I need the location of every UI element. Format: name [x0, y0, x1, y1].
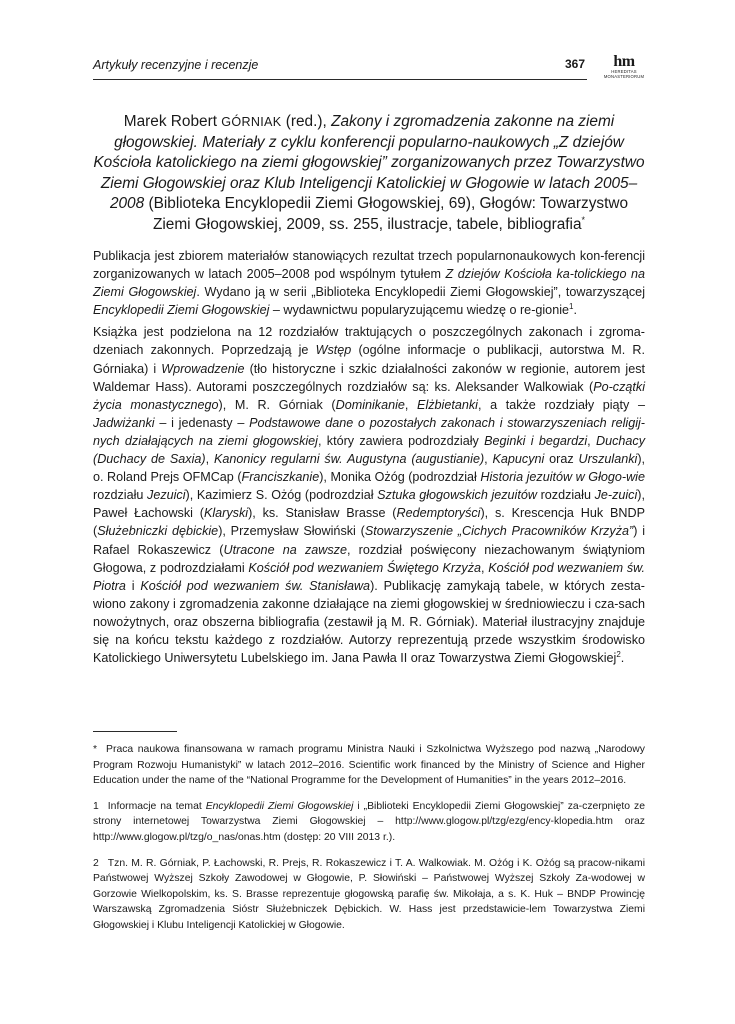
- text-run: – i jedenasty –: [154, 415, 250, 430]
- footnote-italic: Encyklopedii Ziemi Głogowskiej: [205, 800, 354, 812]
- text-run: – wydawnictwu popularyzującemu wiedzę o re-gionie: [269, 303, 569, 318]
- text-run: , który zawiera podrozdziały: [317, 433, 485, 448]
- italic-run: Elżbietanki: [417, 397, 478, 412]
- italic-run: Urszulanki: [578, 452, 638, 467]
- text-run: (ogólne informacje o publikacji, autorstwa M. R. Górniaka) i: [93, 343, 645, 376]
- text-run: ), ks. Stanisław Brasse (: [248, 506, 397, 521]
- logo-subtitle-2: MONASTERIORUM: [603, 73, 645, 79]
- italic-run: Utracone na zawsze: [223, 542, 347, 557]
- review-body: [93, 247, 645, 667]
- text-run: . Wydano ją w serii „Biblioteka Encyklopedii Ziemi Głogowskiej”, towarzyszącej: [196, 285, 645, 300]
- section-title: Artykuły recenzyjne i recenzje: [93, 58, 259, 72]
- text-run: Książka jest podzielona na 12 rozdziałów traktujących o poszczególnych zakonach i zgroma-dzeniach zakonnych. Poprzedzają je: [93, 325, 645, 358]
- text-run: ), Monika Ożóg (podrozdział: [319, 470, 481, 485]
- text-run: ) i Rafael Rokaszewicz (: [93, 524, 645, 557]
- text-run: (tło historyczne i szkic działalności zakonów w regionie, autorem jest Waldemar Hass). Autorami poszczególnych rozdziałów są: ks. Aleksander Walkowiak (: [93, 361, 645, 394]
- italic-run: Jezuici: [147, 488, 186, 503]
- italic-run: Sztuka głogowskich jezuitów: [377, 488, 537, 503]
- footnote-rule: [93, 731, 177, 732]
- footnote-text: Tzn. M. R. Górniak, P. Łachowski, R. Prejs, R. Rokaszewicz i T. A. Walkowiak. M. Ożóg i K. Ożóg są pracow-nikami Państwowej Wyższej Szkoły Zawodowej w Głogowie, P. Słowiński – Państwowej Wyższej Szkoły Za-wodowej w Gorzowie Wielkopolskim, ks. S. Brasse reprezentuje głogowską parafię św. Mikołaja, a s. K. Huk – BNDP Prowincję Warszawską Zgromadzenia Sióstr Służebniczek Dębickich. W. Hass jest przedstawicie-lem Towarzystwa Ziemi Głogowskiej i Klubu Inteligencji Katolickiej w Głogowie.: [93, 857, 645, 931]
- footnote-text: Praca naukowa finansowana w ramach programu Ministra Nauki i Szkolnictwa Wyższego pod nazwą „Narodowy Program Rozwoju Humanistyki” w latach 2012–2016. Scientific work financed by the Ministry of Science and Higher Education under the name of the “National Programme for the Development of Humanities” in the years 2012–2016.: [93, 744, 645, 787]
- italic-run: Kościół pod wezwaniem św. Piotra: [93, 560, 646, 593]
- footnote-2: [93, 856, 645, 934]
- text-run: .: [620, 651, 625, 666]
- text-run: Publikacja jest zbiorem materiałów stanowiących rezultat trzech popularnonaukowych kon-ferencji zorganizowanych w latach 2005–2008 pod wspólnym tytułem: [93, 249, 645, 282]
- text-run: rozdziału: [93, 488, 148, 503]
- review-citation: [93, 112, 645, 236]
- footnote-text: Informacje na temat: [107, 800, 206, 812]
- text-run: ), M. R. Górniak (: [218, 397, 336, 412]
- text-run: ,: [484, 452, 493, 467]
- footnotes: [93, 742, 645, 934]
- text-run: .: [573, 303, 577, 318]
- text-run: , rozdział poświęcony niezachowanym świątyniom Głogowa, z podrozdziałami: [93, 542, 645, 575]
- italic-run: Wprowadzenie: [161, 361, 245, 376]
- footnote-ref-2[interactable]: 2: [616, 649, 621, 659]
- footnote-text: i „Biblioteki Encyklopedii Ziemi Głogowskiej” za-czerpnięto ze strony internetowej Towarzystwa Ziemi Głogowskiej – http://www.glogow.pl/tzg/ezg/ency-klopedia.htm oraz http://www.glogow.pl/tzg/o_nas/onas.htm (dostęp: 20 VIII 2013 r.).: [93, 800, 646, 843]
- text-run: ), s. Krescencja Huk BNDP (: [93, 506, 645, 539]
- italic-run: Dominikanie: [335, 397, 405, 412]
- citation-note-mark: *: [581, 214, 586, 225]
- text-run: ,: [404, 397, 418, 412]
- italic-run: Klaryski: [203, 506, 249, 521]
- italic-run: Beginki i begardzi: [484, 433, 588, 448]
- paragraph-2: [93, 323, 645, 667]
- text-run: ), Przemysław Słowiński (: [218, 524, 365, 539]
- italic-run: Historia jezuitów w Głogo-wie: [480, 470, 645, 485]
- journal-logo: [603, 54, 645, 82]
- italic-run: Redemptoryści: [396, 506, 481, 521]
- italic-run: Wstęp: [315, 343, 352, 358]
- text-run: ), Paweł Łachowski (: [93, 488, 645, 521]
- italic-run: Z dziejów Kościoła ka-tolickiego na Ziemi Głogowskiej: [93, 267, 645, 300]
- footnote-mark: 2: [93, 857, 99, 869]
- footnote-ref-1[interactable]: 1: [569, 302, 574, 312]
- text-run: ). Publikację zamykają tabele, w których zesta-wiono zakony i zgromadzenia zakonne działające na ziemi głogowskiej w średniowieczu i cza-sach nowożytnych, oraz obszerna bibliografia (zestawił ją M. R. Górniak). Materiał ilustracyjny znajduje się na końcu tekstu każdego z rozdziałów. Autorzy reprezentują przede wszystkim środowisko Katolickiego Uniwersytetu Lubelskiego im. Jana Pawła II oraz Towarzystwa Ziemi Głogowskiej: [93, 578, 645, 666]
- italic-run: Kanonicy regularni św. Augustyna (augustianie): [213, 452, 485, 467]
- text-run: oraz: [544, 452, 579, 467]
- italic-run: Po-czątki życia monastycznego: [93, 379, 645, 412]
- italic-run: Kościół pod wezwaniem Świętego Krzyża: [248, 560, 481, 575]
- logo-mark: hm: [613, 53, 635, 70]
- header-rule: [93, 79, 587, 80]
- text-run: i: [125, 578, 141, 593]
- italic-run: Duchacy (Duchacy de Saxia): [93, 433, 645, 467]
- citation-author: Marek Robert: [123, 113, 217, 130]
- footnote-star: [93, 742, 645, 789]
- italic-run: Encyklopedii Ziemi Głogowskiej: [93, 303, 270, 318]
- text-run: ,: [481, 560, 489, 575]
- citation-title: Zakony i zgromadzenia zakonne na ziemi głogowskiej. Materiały z cyklu konferencji popularno-naukowych „Z dziejów Kościoła katolickiego na ziemi głogowskiej” zorganizowanych przez Towarzystwo Ziemi Głogowskiej oraz Klub Inteligencji Katolickiej w Głogowie w latach 2005–2008: [93, 113, 645, 213]
- text-run: ,: [587, 433, 596, 448]
- paragraph-1: [93, 247, 645, 319]
- italic-run: Kościół pod wezwaniem św. Stanisława: [140, 578, 371, 593]
- italic-run: Podstawowe dane o pozostałych zakonach i stowarzyszeniach religij-nych działających na ziemi głogowskiej: [93, 415, 645, 448]
- text-run: ), Kazimierz S. Ożóg (podrozdział: [185, 488, 378, 503]
- footnote-mark: *: [93, 744, 98, 755]
- italic-run: Służebniczki dębickie: [97, 524, 219, 539]
- citation-author-surname: GÓRNIAK: [221, 115, 282, 129]
- logo-subtitle-1: HEREDITAS: [611, 69, 637, 74]
- italic-run: Kapucyni: [492, 452, 545, 467]
- citation-editor: (red.),: [281, 113, 332, 130]
- italic-run: Stowarzyszenie „Cichych Pracowników Krzyża”: [364, 524, 634, 539]
- text-run: ), o. Roland Prejs OFMCap (: [93, 452, 646, 485]
- text-run: , a także rozdziały piąty: [477, 397, 638, 412]
- page-number: 367: [564, 57, 585, 71]
- text-run: rozdziału: [536, 488, 595, 503]
- footnote-1: [93, 799, 645, 846]
- italic-run: Franciszkanie: [241, 470, 320, 485]
- italic-run: – Jadwiżanki: [93, 397, 646, 430]
- italic-run: Je-zuici: [594, 488, 638, 503]
- running-header: [93, 54, 587, 80]
- footnote-mark: 1: [93, 800, 99, 812]
- text-run: ,: [205, 452, 214, 467]
- citation-details: (Biblioteka Encyklopedii Ziemi Głogowskiej, 69), Głogów: Towarzystwo Ziemi Głogowskiej, 2009, ss. 255, ilustracje, tabele, bibliografia: [144, 195, 629, 233]
